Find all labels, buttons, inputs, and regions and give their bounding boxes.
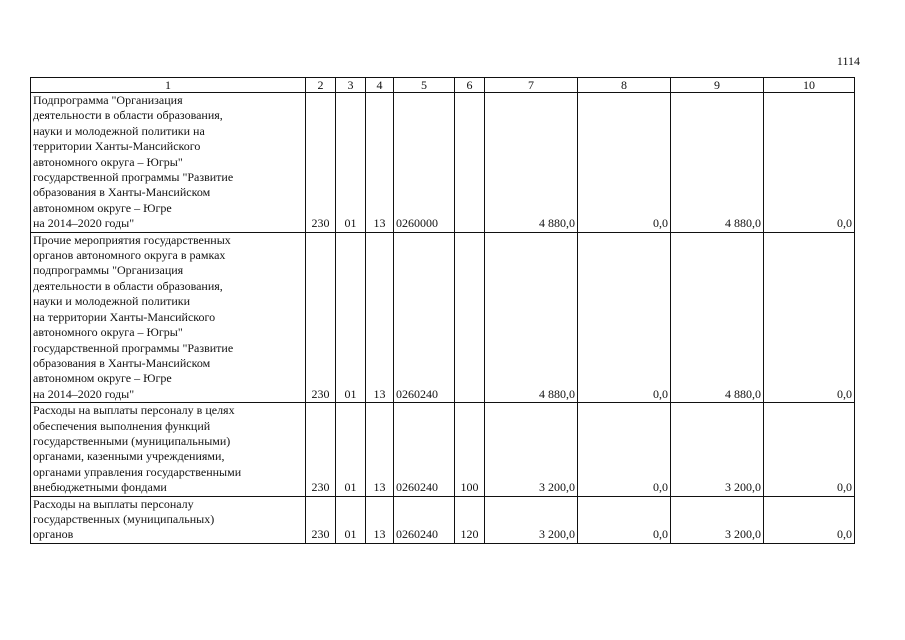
cell-col10: 0,0 [764, 496, 855, 543]
cell-col9: 4 880,0 [671, 93, 764, 233]
table-row [31, 496, 855, 543]
cell-col10: 0,0 [764, 403, 855, 496]
cell-col4: 13 [366, 93, 394, 233]
cell-col7: 3 200,0 [485, 403, 578, 496]
column-header: 5 [394, 78, 455, 93]
cell-col2: 230 [306, 93, 336, 233]
cell-col5: 0260240 [394, 496, 455, 543]
cell-col10: 0,0 [764, 232, 855, 402]
header-row [31, 78, 855, 93]
column-header: 8 [578, 78, 671, 93]
budget-table [30, 77, 855, 544]
column-header: 7 [485, 78, 578, 93]
cell-col3: 01 [336, 403, 366, 496]
column-header: 1 [31, 78, 306, 93]
cell-col3: 01 [336, 232, 366, 402]
cell-col7: 3 200,0 [485, 496, 578, 543]
row-description: Расходы на выплаты персоналу в целях обеспечения выполнения функций государственными (муниципальными) органами, казенными учреждениями, органами управления государственными внебюджетными фондами [31, 403, 306, 496]
cell-col7: 4 880,0 [485, 93, 578, 233]
cell-col8: 0,0 [578, 232, 671, 402]
cell-col3: 01 [336, 93, 366, 233]
row-description: Прочие мероприятия государственных органов автономного округа в рамках подпрограммы "Организация деятельности в области образования, науки и молодежной политики на территории Ханты-Мансийского автономного округа – Югры" государственной программы "Развитие образования в Ханты-Мансийском автономном округе – Югре на 2014–2020 годы" [31, 232, 306, 402]
column-header: 10 [764, 78, 855, 93]
column-header: 4 [366, 78, 394, 93]
cell-col4: 13 [366, 403, 394, 496]
cell-col6: 120 [455, 496, 485, 543]
cell-col10: 0,0 [764, 93, 855, 233]
cell-col2: 230 [306, 232, 336, 402]
cell-col5: 0260240 [394, 403, 455, 496]
cell-col7: 4 880,0 [485, 232, 578, 402]
table-row [31, 403, 855, 496]
cell-col4: 13 [366, 496, 394, 543]
cell-col8: 0,0 [578, 496, 671, 543]
cell-col6: 100 [455, 403, 485, 496]
cell-col2: 230 [306, 403, 336, 496]
cell-col4: 13 [366, 232, 394, 402]
row-description: Подпрограмма "Организация деятельности в области образования, науки и молодежной политики на территории Ханты-Мансийского автономного округа – Югры" государственной программы "Развитие образования в Ханты-Мансийском автономном округе – Югре на 2014–2020 годы" [31, 93, 306, 233]
row-description: Расходы на выплаты персоналу государственных (муниципальных) органов [31, 496, 306, 543]
cell-col9: 3 200,0 [671, 403, 764, 496]
column-header: 6 [455, 78, 485, 93]
cell-col9: 4 880,0 [671, 232, 764, 402]
table-row [31, 93, 855, 233]
cell-col2: 230 [306, 496, 336, 543]
column-header: 9 [671, 78, 764, 93]
cell-col8: 0,0 [578, 403, 671, 496]
cell-col6 [455, 232, 485, 402]
cell-col3: 01 [336, 496, 366, 543]
cell-col8: 0,0 [578, 93, 671, 233]
column-header: 3 [336, 78, 366, 93]
cell-col9: 3 200,0 [671, 496, 764, 543]
cell-col5: 0260240 [394, 232, 455, 402]
cell-col5: 0260000 [394, 93, 455, 233]
column-header: 2 [306, 78, 336, 93]
page-number: 1114 [836, 54, 860, 68]
table-row [31, 232, 855, 402]
cell-col6 [455, 93, 485, 233]
